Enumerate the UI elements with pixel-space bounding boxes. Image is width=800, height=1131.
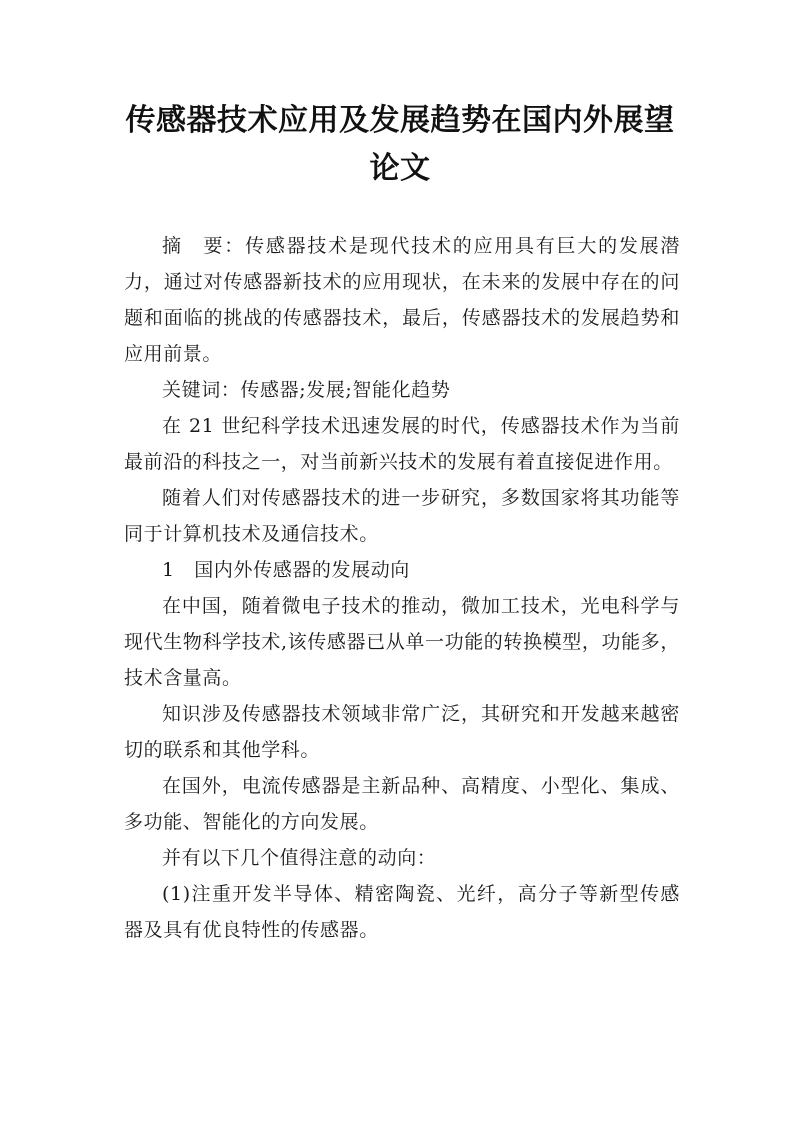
body-paragraph: 随着人们对传感器技术的进一步研究，多数国家将其功能等同于计算机技术及通信技术。 bbox=[124, 487, 680, 545]
body-paragraph: 知识涉及传感器技术领域非常广泛，其研究和开发越来越密切的联系和其他学科。 bbox=[124, 703, 680, 761]
list-item-paragraph: (1)注重开发半导体、精密陶瓷、光纤，高分子等新型传感器及具有优良特性的传感器。 bbox=[124, 883, 680, 941]
document-body bbox=[124, 228, 680, 948]
body-paragraph: 在国外，电流传感器是主新品种、高精度、小型化、集成、多功能、智能化的方向发展。 bbox=[124, 775, 680, 833]
section-heading: 1 国内外传感器的发展动向 bbox=[162, 559, 410, 581]
abstract-paragraph: 摘 要：传感器技术是现代技术的应用具有巨大的发展潜力，通过对传感器新技术的应用现状，在未来的发展中存在的问题和面临的挑战的传感器技术，最后，传感器技术的发展趋势和应用前景。 bbox=[124, 235, 680, 365]
document-title bbox=[100, 97, 700, 193]
body-paragraph: 在 21 世纪科学技术迅速发展的时代，传感器技术作为当前最前沿的科技之一，对当前新兴技术的发展有着直接促进作用。 bbox=[124, 415, 680, 473]
title-line-1: 传感器技术应用及发展趋势在国内外展望 bbox=[125, 103, 675, 138]
body-paragraph: 在中国，随着微电子技术的推动，微加工技术，光电科学与现代生物科学技术,该传感器已从单一功能的转换模型，功能多，技术含量高。 bbox=[124, 595, 680, 689]
title-line-2: 论文 bbox=[369, 151, 431, 186]
keywords-paragraph: 关键词：传感器;发展;智能化趋势 bbox=[162, 379, 451, 401]
body-paragraph: 并有以下几个值得注意的动向： bbox=[162, 847, 437, 869]
